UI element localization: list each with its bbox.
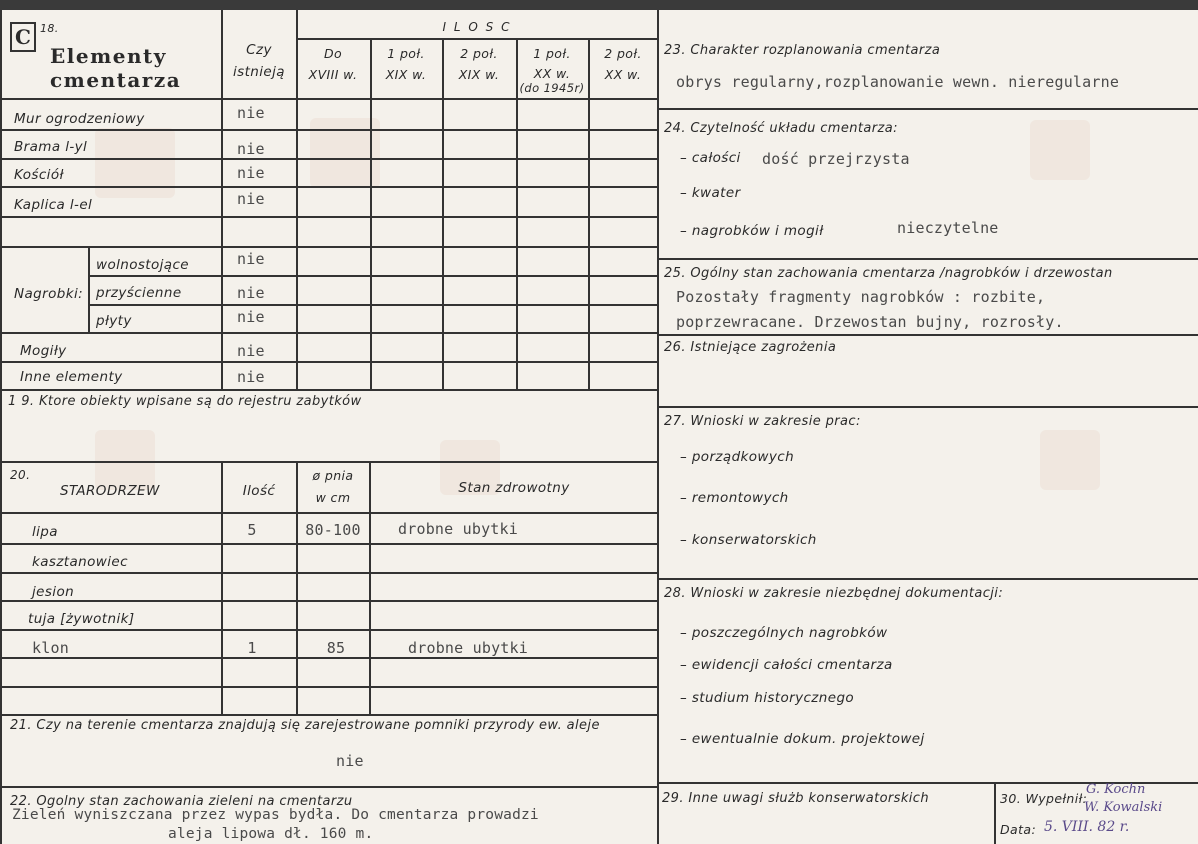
period-1-l2: XVIII w. (308, 67, 358, 82)
s26-label: 26. Istniejące zagrożenia (664, 340, 837, 355)
rule (658, 406, 1198, 408)
tree-lipa-qty: 5 (247, 521, 257, 539)
s28-item-4: – ewentualnie dokum. projektowej (680, 731, 925, 747)
s27-item-3: – konserwatorskich (680, 532, 817, 548)
tree-tuja: tuja [żywotnik] (28, 611, 135, 627)
rule (658, 108, 1198, 110)
s21-label: 21. Czy na terenie cmentarza znajdują się zarejestrowane pomniki przyrody ew. aleje (10, 718, 600, 733)
rule (88, 275, 658, 277)
section-title-2: cmentarza (50, 68, 182, 92)
section-letter: C (10, 22, 36, 52)
value-kaplica: nie (237, 190, 265, 208)
period-1-l1: Do (323, 46, 343, 61)
s30-date-label: Data: (1000, 822, 1037, 837)
rule (0, 186, 658, 188)
s27-label: 27. Wnioski w zakresie prac: (664, 414, 861, 429)
row-kaplica: Kaplica l-el (14, 197, 93, 213)
s30-date: 5. VIII. 82 r. (1044, 819, 1130, 835)
rule (296, 461, 298, 715)
rule (0, 461, 658, 463)
rule (0, 572, 658, 574)
s24-calosci: – całości (680, 150, 741, 166)
rule (658, 258, 1198, 260)
s24-label: 24. Czytelność układu cmentarza: (664, 121, 898, 136)
s25-text-1: Pozostały fragmenty nagrobków : rozbite, (676, 288, 1046, 306)
s24-calosci-value: dość przejrzysta (762, 150, 910, 168)
period-4-l2: XX w. (533, 66, 571, 81)
col-starodrzew: STARODRZEW (60, 483, 160, 499)
section-number: 18. (40, 22, 59, 35)
col-ilosc: I L O S C (442, 20, 512, 34)
rule (0, 543, 658, 545)
s29-label: 29. Inne uwagi służb konserwatorskich (662, 791, 929, 806)
period-2-l1: 1 poł. (387, 46, 425, 61)
value-brama: nie (237, 140, 265, 158)
col-pnia-1: ø pnia (312, 468, 354, 483)
s28-item-1: – poszczególnych nagrobków (680, 625, 888, 641)
rule (588, 38, 590, 390)
s25-label: 25. Ogólny stan zachowania cmentarza /nagrobków i drzewostan (664, 266, 1113, 281)
rule (657, 10, 659, 844)
value-wolnostojace: nie (237, 250, 265, 268)
rule (0, 657, 658, 659)
row-przyscienne: przyścienne (96, 285, 182, 301)
value-kosciol: nie (237, 164, 265, 182)
row-brama: Brama l-yl (14, 139, 88, 155)
s22-text-2: aleja lipowa dł. 160 m. (168, 826, 374, 842)
s24-nagrobkow: – nagrobków i mogił (680, 223, 824, 239)
rule (516, 38, 518, 390)
period-3-l2: XIX w. (458, 67, 500, 82)
s27-item-1: – porządkowych (680, 449, 795, 465)
row-plyty: płyty (96, 313, 132, 329)
rule (0, 361, 658, 363)
s24-nagrobkow-value: nieczytelne (897, 219, 999, 237)
rule (0, 332, 658, 334)
rule (658, 334, 1198, 336)
rule (0, 686, 658, 688)
s19-label: 1 9. Ktore obiekty wpisane są do rejestru zabytków (8, 394, 362, 409)
value-mur: nie (237, 104, 265, 122)
col-czy: Czy (246, 42, 272, 58)
rule (0, 158, 658, 160)
value-plyty: nie (237, 308, 265, 326)
col-pnia-2: w cm (315, 490, 351, 505)
rule (296, 38, 658, 40)
paper-stain (95, 430, 155, 490)
period-5-l2: XX w. (604, 67, 642, 82)
row-mur: Mur ogrodzeniowy (14, 111, 145, 127)
s23-label: 23. Charakter rozplanowania cmentarza (664, 43, 941, 58)
rule (442, 38, 444, 390)
tree-klon-state: drobne ubytki (408, 639, 528, 657)
tree-lipa: lipa (32, 524, 58, 540)
period-4-l3: (do 1945r) (519, 81, 585, 95)
rule (221, 461, 223, 715)
tree-klon: klon (32, 639, 69, 657)
rule (994, 782, 996, 844)
rule (0, 389, 658, 391)
period-5-l1: 2 poł. (604, 46, 642, 61)
rule (0, 629, 658, 631)
row-mogily: Mogiły (20, 343, 67, 359)
value-przyscienne: nie (237, 284, 265, 302)
row-inne: Inne elementy (20, 369, 123, 385)
tree-klon-qty: 1 (247, 639, 257, 657)
rule (0, 98, 658, 100)
s28-item-3: – studium historycznego (680, 690, 855, 706)
row-kosciol: Kościół (14, 167, 64, 183)
tree-kasztanowiec: kasztanowiec (32, 554, 128, 570)
rule (370, 38, 372, 390)
rule (0, 246, 658, 248)
rule (0, 129, 658, 131)
value-inne: nie (237, 368, 265, 386)
rule (88, 304, 658, 306)
rule (658, 578, 1198, 580)
rule (0, 10, 2, 844)
s28-item-2: – ewidencji całości cmentarza (680, 657, 893, 673)
period-3-l1: 2 poł. (460, 46, 498, 61)
tree-lipa-diam: 80-100 (305, 521, 361, 539)
row-wolnostojace: wolnostojące (96, 257, 190, 273)
s22-text-1: Zieleń wyniszczana przez wypas bydła. Do cmentarza prowadzi (12, 807, 539, 823)
section-title-1: Elementy (50, 44, 167, 68)
s23-answer: obrys regularny,rozplanowanie wewn. nieregularne (676, 73, 1120, 91)
rule (0, 512, 658, 514)
s28-label: 28. Wnioski w zakresie niezbędnej dokumentacji: (664, 586, 1004, 601)
s24-kwater: – kwater (680, 185, 741, 201)
paper-stain (1040, 430, 1100, 490)
value-mogily: nie (237, 342, 265, 360)
rule (369, 461, 371, 715)
s21-answer: nie (336, 752, 364, 770)
s20-number: 20. (10, 468, 31, 482)
tree-lipa-state: drobne ubytki (398, 520, 518, 538)
nagrobki-label: Nagrobki: (14, 286, 84, 302)
col-istnieja: istnieją (233, 64, 285, 80)
s27-item-2: – remontowych (680, 490, 789, 506)
rule (0, 786, 658, 788)
period-2-l2: XIX w. (385, 67, 427, 82)
s30-name-1: G. Kochn (1086, 782, 1146, 797)
paper-stain (95, 128, 175, 198)
tree-klon-diam: 85 (326, 639, 346, 657)
tree-jesion: jesion (32, 584, 75, 600)
rule (0, 216, 658, 218)
s30-label: 30. Wypełnił: (1000, 791, 1088, 806)
rule (0, 714, 658, 716)
paper-stain (1030, 120, 1090, 180)
col-ilosc-s20: Ilość (242, 483, 276, 499)
top-border (0, 0, 1198, 10)
col-stan: Stan zdrowotny (458, 480, 570, 496)
s22-label: 22. Ogolny stan zachowania zieleni na cmentarzu (10, 794, 353, 809)
s25-text-2: poprzewracane. Drzewostan bujny, rozrosły. (676, 313, 1064, 331)
s30-name-2: W. Kowalski (1084, 800, 1163, 815)
period-4-l1: 1 poł. (533, 46, 571, 61)
rule (0, 600, 658, 602)
rule (88, 246, 90, 332)
